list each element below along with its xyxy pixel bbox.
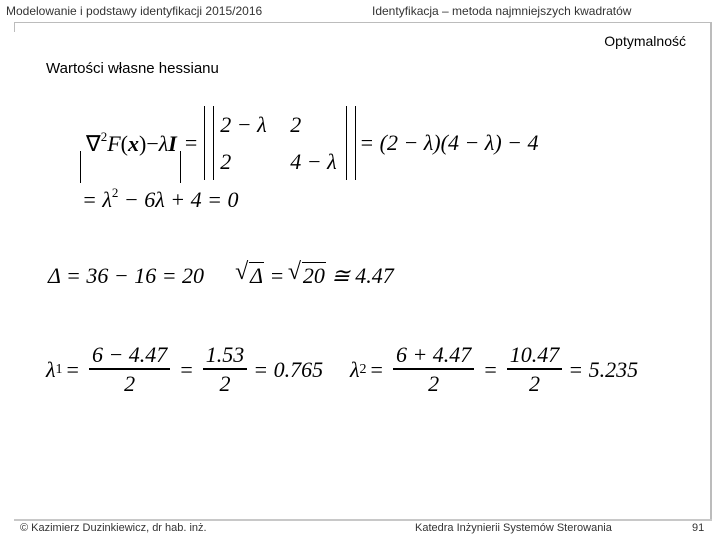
frame-right-divider — [710, 22, 712, 520]
lambda2-subscript: 2 — [359, 361, 367, 377]
frame-left-divider — [14, 22, 15, 32]
poly-prefix: = λ — [82, 187, 112, 212]
sqrt-twenty — [290, 263, 326, 288]
determinant-bar-left — [80, 151, 81, 183]
lambda2-equals-1: = — [370, 356, 383, 382]
minus-sign: − — [146, 131, 159, 156]
footer-department: Katedra Inżynierii Systemów Sterowania — [415, 522, 612, 534]
lambda2-symbol: λ — [350, 356, 360, 382]
lambda2-fraction-2-numerator: 10.47 — [509, 342, 560, 367]
equation-determinant — [80, 106, 539, 180]
lambda2-result: = 5.235 — [568, 356, 639, 382]
lambda2-fraction-1-numerator: 6 + 4.47 — [395, 342, 472, 367]
frame-bottom-divider — [14, 519, 712, 521]
lambda2-fraction-2-denominator: 2 — [528, 370, 540, 396]
lambda1-fraction-2-denominator: 2 — [219, 370, 231, 396]
equation-lambda-1 — [46, 342, 323, 398]
lambda1-fraction-1-numerator: 6 − 4.47 — [91, 342, 168, 367]
matrix-bar-left — [204, 106, 214, 180]
footer-author: © Kazimierz Duzinkiewicz, dr hab. inż. — [20, 522, 207, 534]
frame-top-divider — [14, 22, 711, 23]
matrix-entry-21: 2 — [220, 148, 232, 174]
discriminant-equals: = — [263, 263, 290, 288]
matrix-determinant — [204, 106, 356, 180]
nabla-exponent: 2 — [100, 129, 108, 144]
paren-close: ) — [139, 131, 147, 156]
lambda2-equals-2: = — [484, 356, 497, 382]
determinant-bar-right — [180, 151, 181, 183]
sqrt-delta — [237, 263, 264, 288]
equation-lambda-2 — [350, 342, 638, 398]
function-symbol: F — [107, 131, 121, 156]
matrix-entry-22: 4 − λ — [290, 148, 337, 174]
lambda1-symbol: λ — [46, 356, 56, 382]
identity-matrix-symbol: I — [168, 131, 177, 156]
equation-characteristic-polynomial — [82, 185, 238, 213]
equation-discriminant — [48, 263, 394, 289]
slide-subtitle: Wartości własne hessianu — [46, 60, 219, 77]
lambda1-fraction-1 — [89, 342, 170, 398]
lambda-symbol: λ — [158, 131, 169, 156]
header-topic-title: Identyfikacja – metoda najmniejszych kwadratów — [372, 4, 632, 18]
lambda1-fraction-2 — [203, 342, 248, 398]
lambda2-fraction-2 — [507, 342, 563, 398]
discriminant-value: Δ = 36 − 16 = 20 — [48, 263, 205, 288]
lambda1-result: = 0.765 — [253, 356, 324, 382]
poly-exponent: 2 — [111, 185, 119, 200]
lambda1-subscript: 1 — [55, 361, 63, 377]
vector-x: x — [128, 131, 139, 156]
equals-sign: = — [184, 130, 198, 155]
determinant-lhs — [80, 129, 181, 157]
lambda2-fraction-1 — [393, 342, 474, 398]
sqrt-delta-radicand: Δ — [250, 263, 263, 288]
determinant-rhs: = (2 − λ)(4 − λ) − 4 — [359, 130, 539, 155]
lambda1-equals-2: = — [180, 356, 193, 382]
sqrt-approx-value: ≅ 4.47 — [325, 263, 394, 288]
section-title: Optymalność — [604, 33, 686, 49]
sqrt-twenty-radicand: 20 — [302, 263, 325, 288]
lambda1-fraction-2-numerator: 1.53 — [205, 342, 245, 367]
paren-open: ( — [120, 131, 128, 156]
page-number: 91 — [692, 522, 705, 534]
matrix-bar-right — [346, 106, 356, 180]
lambda1-fraction-1-denominator: 2 — [124, 370, 136, 396]
lambda1-equals-1: = — [66, 356, 79, 382]
matrix-entry-11: 2 − λ — [220, 111, 267, 137]
header-course-title: Modelowanie i podstawy identyfikacji 2015/2016 — [6, 4, 263, 18]
matrix-entries — [214, 106, 346, 180]
nabla-symbol: ∇ — [86, 131, 101, 156]
matrix-entry-12: 2 — [290, 111, 302, 137]
lambda2-fraction-1-denominator: 2 — [428, 370, 440, 396]
poly-rest: − 6λ + 4 = 0 — [118, 187, 239, 212]
